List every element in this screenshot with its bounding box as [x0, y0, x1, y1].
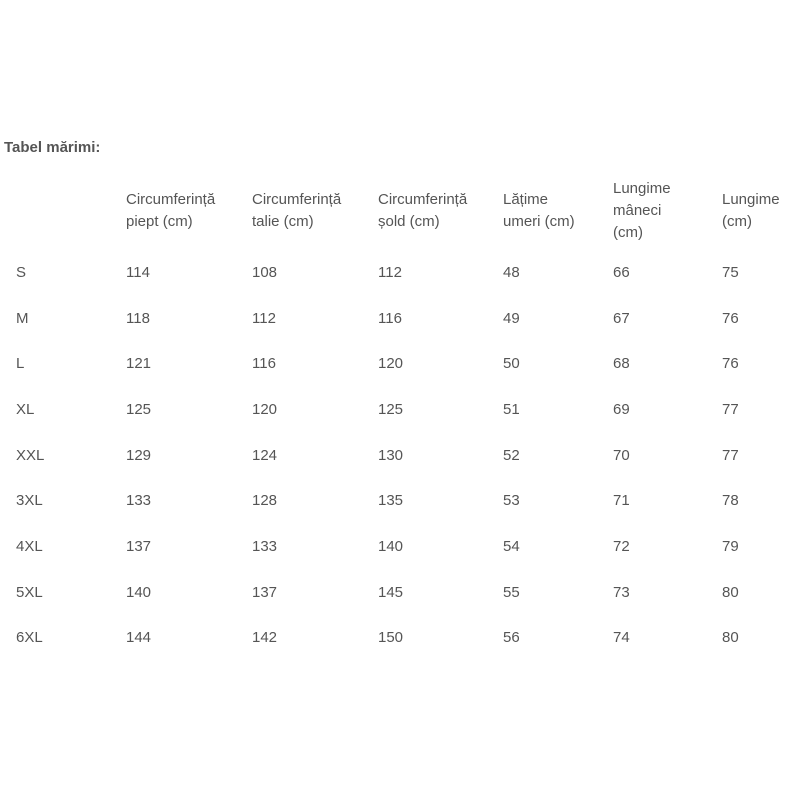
hip-cell: 150 — [378, 629, 404, 647]
hip-cell: 145 — [378, 583, 404, 601]
sleeve-cell: 66 — [613, 263, 630, 281]
chest-cell: 125 — [126, 400, 152, 418]
waist-cell: 133 — [252, 537, 278, 555]
table-row — [6, 341, 796, 387]
waist-cell: 108 — [252, 263, 278, 281]
chest-cell: 121 — [126, 355, 152, 373]
table-row — [6, 387, 796, 433]
hip-cell: 125 — [378, 400, 404, 418]
length-cell: 80 — [722, 629, 739, 647]
shoulder-cell: 53 — [503, 492, 520, 510]
table-row — [6, 570, 796, 616]
hip-cell: 130 — [378, 446, 404, 464]
hip-cell: 112 — [378, 263, 402, 281]
waist-cell: 120 — [252, 400, 278, 418]
header-label: Circumferință șold (cm) — [378, 191, 468, 230]
table-body — [6, 250, 796, 661]
sleeve-cell: 67 — [613, 309, 630, 327]
header-cell-shoulder — [503, 172, 613, 250]
size-cell: 3XL — [16, 492, 43, 510]
sleeve-cell: 71 — [613, 492, 630, 510]
header-cell-length — [722, 172, 796, 250]
header-label: Circumferință piept (cm) — [126, 191, 216, 230]
chest-cell: 137 — [126, 537, 152, 555]
chest-cell: 133 — [126, 492, 152, 510]
sleeve-cell: 73 — [613, 583, 630, 601]
size-cell: 5XL — [16, 583, 43, 601]
size-cell: S — [16, 263, 27, 281]
header-label: Circumferință talie (cm) — [252, 191, 342, 230]
shoulder-cell: 50 — [503, 355, 520, 373]
shoulder-cell: 52 — [503, 446, 520, 464]
header-label: Lungime (cm) — [722, 191, 780, 230]
shoulder-cell: 51 — [503, 400, 520, 418]
length-cell: 75 — [722, 263, 739, 281]
header-cell-waist — [252, 172, 378, 250]
length-cell: 76 — [722, 355, 739, 373]
sleeve-cell: 70 — [613, 446, 630, 464]
length-cell: 76 — [722, 309, 739, 327]
length-cell: 79 — [722, 537, 739, 555]
waist-cell: 128 — [252, 492, 278, 510]
table-row — [6, 296, 796, 342]
size-cell: 6XL — [16, 629, 43, 647]
chest-cell: 144 — [126, 629, 152, 647]
chest-cell: 118 — [126, 309, 150, 327]
size-cell: 4XL — [16, 537, 43, 555]
header-label: Lungime mâneci (cm) — [613, 180, 671, 241]
waist-cell: 137 — [252, 583, 278, 601]
shoulder-cell: 55 — [503, 583, 520, 601]
chest-cell: 114 — [126, 263, 150, 281]
header-row — [6, 172, 796, 250]
hip-cell: 116 — [378, 309, 402, 327]
waist-cell: 124 — [252, 446, 278, 464]
size-cell: L — [16, 355, 25, 373]
header-cell-sleeve — [613, 172, 722, 250]
table-row — [6, 478, 796, 524]
header-cell-size — [6, 172, 126, 250]
table-header — [6, 172, 796, 250]
hip-cell: 135 — [378, 492, 404, 510]
sleeve-cell: 74 — [613, 629, 630, 647]
size-cell: M — [16, 309, 29, 327]
length-cell: 80 — [722, 583, 739, 601]
shoulder-cell: 48 — [503, 263, 520, 281]
chest-cell: 129 — [126, 446, 152, 464]
table-row — [6, 616, 796, 662]
sleeve-cell: 72 — [613, 537, 630, 555]
table-row — [6, 433, 796, 479]
size-cell: XXL — [16, 446, 45, 464]
shoulder-cell: 56 — [503, 629, 520, 647]
table-row — [6, 524, 796, 570]
hip-cell: 120 — [378, 355, 404, 373]
size-cell: XL — [16, 400, 35, 418]
header-cell-chest — [126, 172, 252, 250]
page-title: Tabel mărimi: — [4, 139, 101, 156]
waist-cell: 142 — [252, 629, 278, 647]
table-row — [6, 250, 796, 296]
waist-cell: 116 — [252, 355, 276, 373]
chest-cell: 140 — [126, 583, 152, 601]
hip-cell: 140 — [378, 537, 404, 555]
length-cell: 77 — [722, 446, 739, 464]
header-cell-hip — [378, 172, 503, 250]
shoulder-cell: 54 — [503, 537, 520, 555]
waist-cell: 112 — [252, 309, 276, 327]
shoulder-cell: 49 — [503, 309, 520, 327]
sleeve-cell: 69 — [613, 400, 630, 418]
size-chart-table — [6, 172, 796, 661]
length-cell: 77 — [722, 400, 739, 418]
length-cell: 78 — [722, 492, 739, 510]
sleeve-cell: 68 — [613, 355, 630, 373]
header-label: Lățime umeri (cm) — [503, 191, 575, 230]
